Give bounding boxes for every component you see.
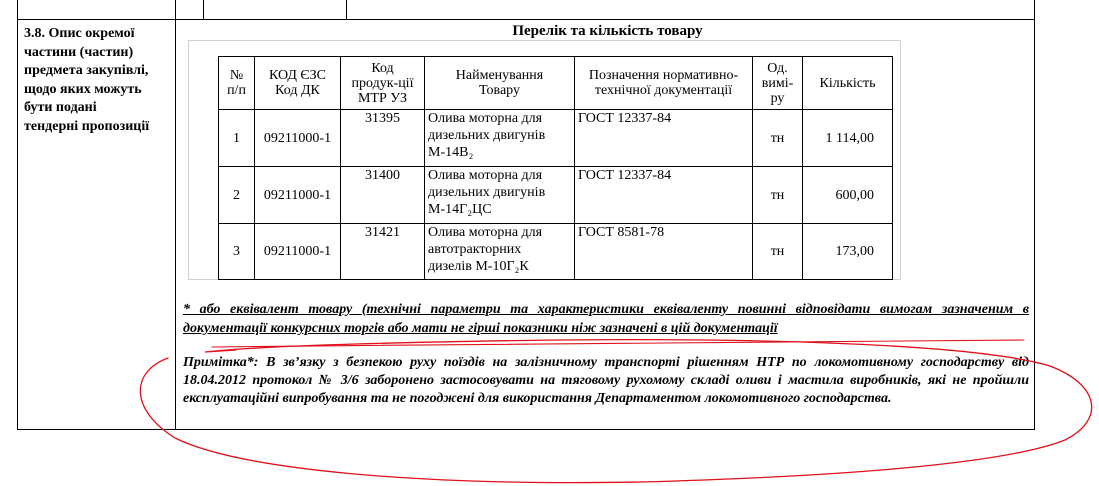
cell-doc: ГОСТ 12337-84 [575,167,753,224]
name-line: М-14В₂ [428,145,474,160]
header-text: КОД ЄЗС [268,68,327,83]
header-text: Найменування [455,68,544,83]
header-text: ру [770,90,785,106]
cell-num: 1 [219,110,255,167]
cell-qty: 1 114,00 [803,110,893,167]
name-line: М-14Г₂ЦС [428,202,492,217]
header-qty: Кількість [803,57,893,110]
header-text: продук-ції [351,75,414,91]
header-text: Код [371,60,394,76]
name-line: Олива моторна для [428,168,543,183]
cell-qty: 173,00 [803,224,893,280]
cell-unit: тн [753,167,803,224]
cell-num: 3 [219,224,255,280]
cell-product-code: 31395 [341,110,425,167]
section-label-line: 3.8. Опис окремої [24,26,135,41]
cell-doc: ГОСТ 8581-78 [575,224,753,280]
red-annotation-ellipse [140,340,1091,483]
header-text: Од. [767,60,788,76]
cell-product-code: 31421 [341,224,425,280]
name-line: дизельних двигунів [428,128,546,143]
cell-code: 09211000-1 [255,110,341,167]
section-label-line: щодо яких можуть [24,81,142,97]
name-line: Олива моторна для [428,111,543,126]
red-annotation-underline [212,340,1024,347]
name-line: автотракторних [428,242,522,257]
header-text: Позначення нормативно- [588,68,739,83]
cell-product-code: 31400 [341,167,425,224]
section-label-line: частини (частин) [24,44,134,60]
header-text: МТР УЗ [357,90,408,106]
cell-code: 09211000-1 [255,167,341,224]
name-line: Олива моторна для [428,225,543,240]
cell-code: 09211000-1 [255,224,341,280]
cell-unit: тн [753,110,803,167]
cell-num: 2 [219,167,255,224]
header-text: технічної документації [594,83,733,98]
cell-unit: тн [753,224,803,280]
table-title: Перелік та кількість товару [512,23,703,39]
header-text: Товару [479,83,520,98]
name-line: дизелів М-10Г₂К [428,259,529,274]
section-label-line: тендерні пропозиції [24,118,150,134]
cell-qty: 600,00 [803,167,893,224]
header-text: Код ДК [275,83,320,98]
section-label-line: бути подані [24,100,97,115]
section-label-line: предмета закупівлі, [24,63,149,78]
header-text: № [229,68,244,83]
header-text: п/п [227,83,246,98]
cell-doc: ГОСТ 12337-84 [575,110,753,167]
remark-note: Примітка*: В зв’язку з безпекою руху поїздів на залізничному транспорті рішенням НТР по локомотивному господарству від 18.04.2012 протокол № 3/6 заборонено застосовувати на тяговому рухомому складі оливи і мастила виробників, які не пройшли експлуатаційні випробування та не погоджені для використання Департаментом локомотивного господарства. [183,355,1029,406]
equivalent-note-text: * або еквівалент товару (технічні параметри та характеристики еквіваленту повинні відповідати вимогам зазначеним в документації конкурсних торгів або мати не гірші показники ніж зазначені в цій документації [183,302,1029,336]
header-text: вимі- [761,75,794,91]
name-line: дизельних двигунів [428,185,546,200]
